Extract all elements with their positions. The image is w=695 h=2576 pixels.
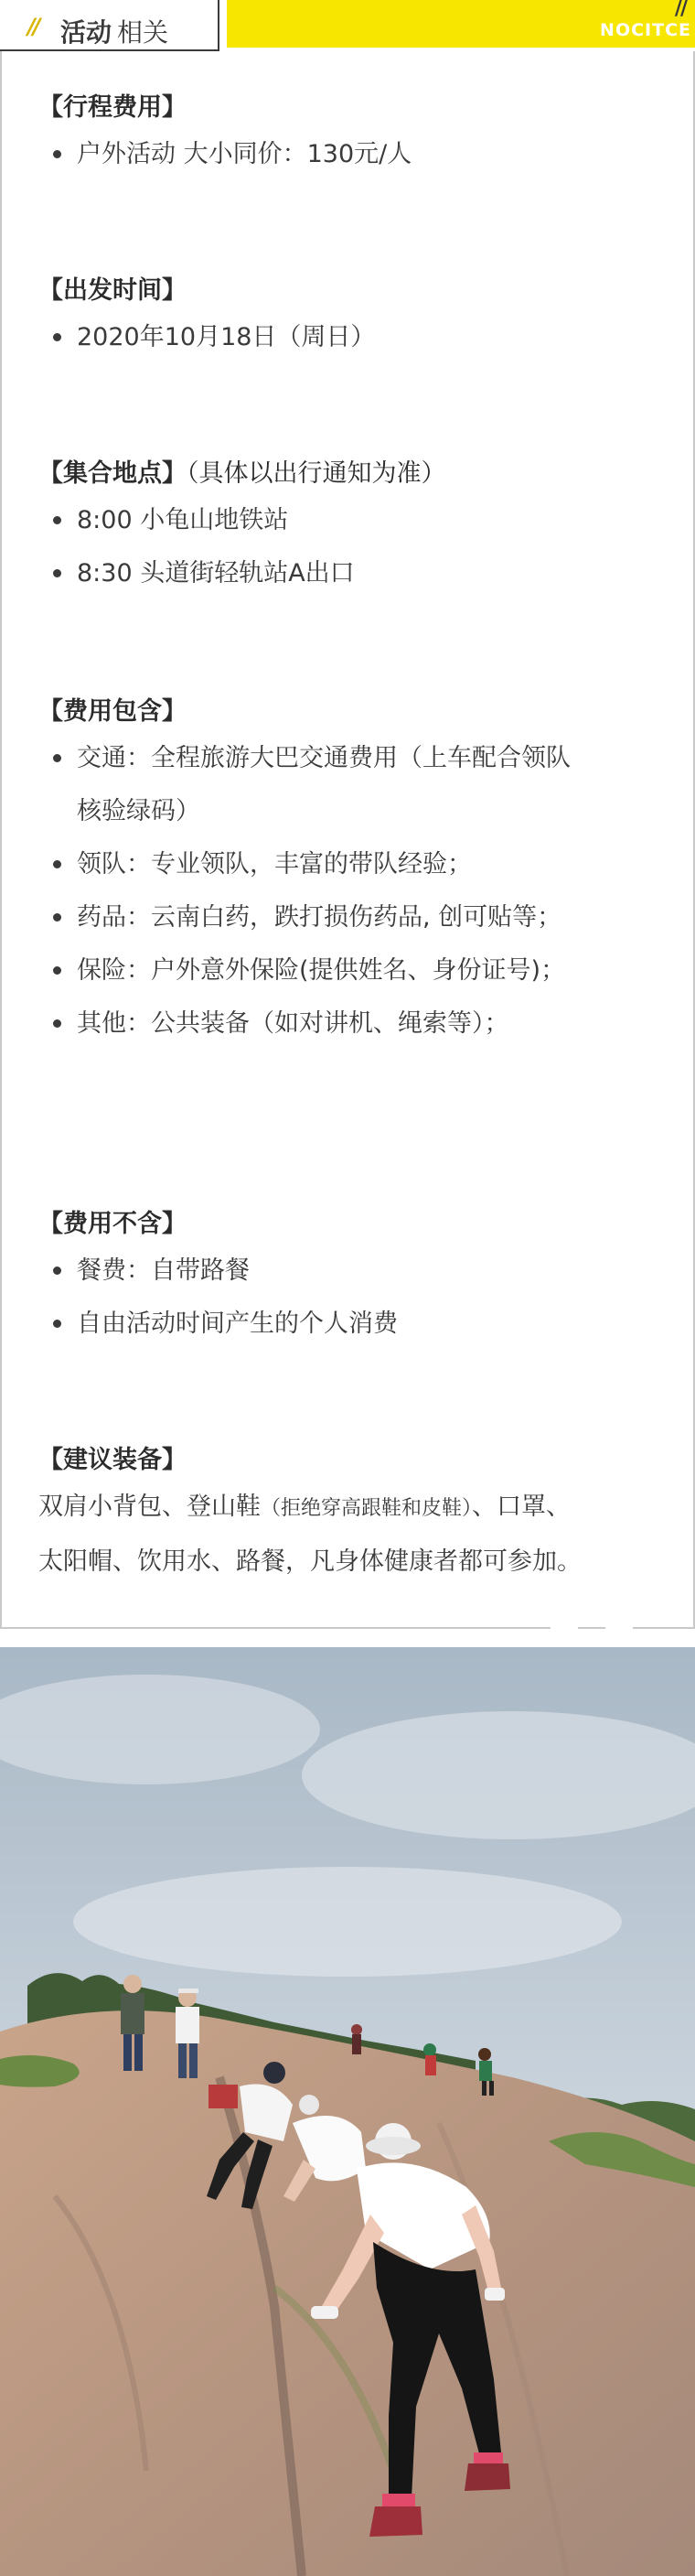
section-header bbox=[0, 0, 695, 55]
list-item: 其他：公共装备（如对讲机、绳索等）； bbox=[2, 997, 587, 1051]
included-title: 【费用包含】 bbox=[38, 697, 187, 726]
photo-illustration bbox=[0, 1647, 695, 2576]
gear-title: 【建议装备】 bbox=[38, 1446, 187, 1474]
info-card bbox=[0, 51, 695, 1629]
list-item: 户外活动 大小同价：130元/人 bbox=[2, 128, 587, 181]
border-gap bbox=[605, 1625, 633, 1629]
included-list bbox=[38, 732, 669, 1051]
list-item: 餐费：自带路餐 bbox=[2, 1245, 587, 1298]
included-section bbox=[38, 692, 669, 1051]
gear-section bbox=[38, 1440, 669, 1589]
list-item: 自由活动时间产生的个人消费 bbox=[2, 1298, 587, 1351]
gear-line-1 bbox=[38, 1481, 679, 1536]
list-item: 8:00 小龟山地铁站 bbox=[2, 494, 587, 547]
meeting-title-text: 【集合地点】 bbox=[38, 459, 187, 488]
title-rest: 相关 bbox=[117, 17, 169, 48]
list-item: 2020年10月18日（周日） bbox=[2, 311, 587, 364]
accent-slashes: // bbox=[674, 0, 686, 20]
excluded-title: 【费用不含】 bbox=[38, 1210, 187, 1238]
notice-label: NOCITCE bbox=[600, 20, 691, 40]
gear-line1-a: 双肩小背包、登山鞋 bbox=[38, 1493, 261, 1521]
list-item: 领队：专业领队，丰富的带队经验； bbox=[2, 838, 587, 891]
excluded-list bbox=[38, 1245, 669, 1351]
gear-line-2: 太阳帽、饮用水、路餐，凡身体健康者都可参加。 bbox=[38, 1547, 582, 1576]
title-slashes: // bbox=[27, 14, 38, 39]
gear-line1-b: 、口罩、 bbox=[472, 1493, 572, 1521]
fee-list bbox=[38, 128, 669, 181]
departure-title: 【出发时间】 bbox=[38, 276, 187, 305]
gear-line1-small: （拒绝穿高跟鞋和皮鞋） bbox=[261, 1497, 473, 1520]
list-item: 药品：云南白药，跌打损伤药品, 创可贴等； bbox=[2, 891, 587, 944]
gear-text bbox=[38, 1481, 679, 1589]
meeting-list bbox=[38, 494, 669, 600]
meeting-title bbox=[38, 454, 669, 494]
meeting-note: （具体以出行通知为准） bbox=[187, 459, 446, 488]
hiking-photo bbox=[0, 1647, 695, 2576]
meeting-section bbox=[38, 454, 669, 600]
fee-title: 【行程费用】 bbox=[38, 93, 187, 122]
list-item: 交通：全程旅游大巴交通费用（上车配合领队核验绿码） bbox=[2, 732, 587, 838]
list-item: 保险：户外意外保险(提供姓名、身份证号)； bbox=[2, 944, 587, 997]
header-title-tab bbox=[0, 0, 219, 51]
departure-list bbox=[38, 311, 669, 364]
excluded-section bbox=[38, 1204, 669, 1351]
title-bold: 活动 bbox=[60, 17, 112, 48]
fee-section bbox=[38, 88, 669, 181]
header-accent-tab bbox=[227, 0, 695, 48]
list-item: 8:30 头道街轻轨站A出口 bbox=[2, 547, 587, 600]
section-title bbox=[60, 13, 168, 49]
departure-section bbox=[38, 271, 669, 364]
border-gap bbox=[551, 1625, 578, 1629]
